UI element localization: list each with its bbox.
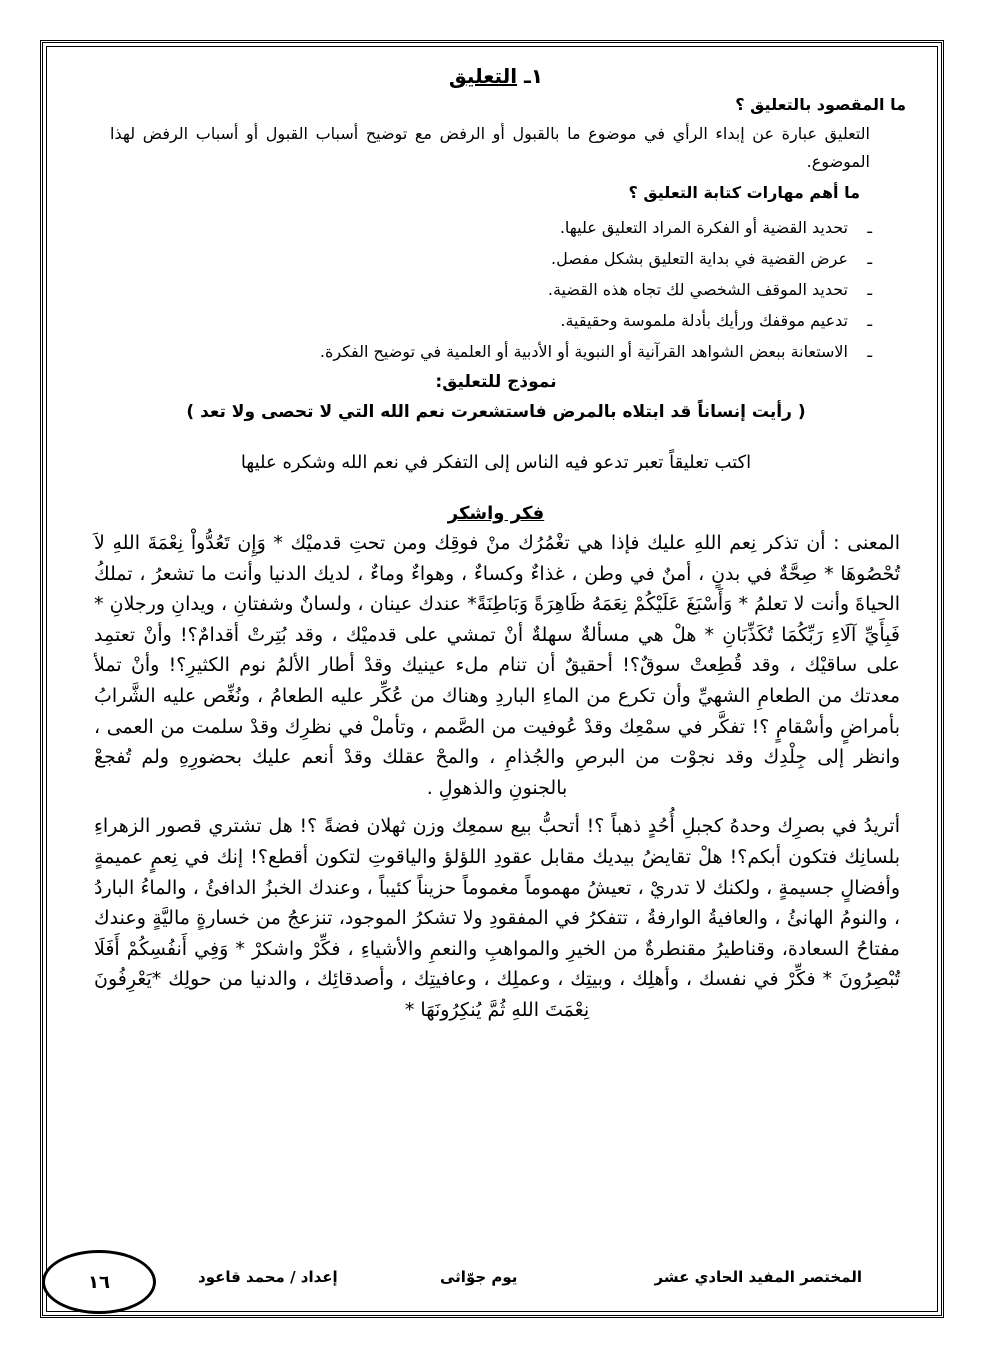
model-heading: نموذج للتعليق: (435, 372, 557, 392)
essay-paragraph-1: المعنى : أن تذكر نِعم اللهِ عليك فإذا هي تغْمُرُك منْ فوقِك ومن تحتِ قدميْك * وَإِن تَعُدُّواْ نِعْمَةَ اللهِ لاَ تُحْصُوهَا * صِحَّةٌ في بدنٍ ، أمنٌ في وطن ، غذاءٌ وكساءٌ ، وهواءٌ وماءٌ ، لديك الدنيا وأنت ما تشعرُ ، تملكُ الحياةَ وأنت لا تعلمُ * وَأَسْبَغَ عَلَيْكُمْ نِعَمَهُ ظَاهِرَةً وَبَاطِنَةً* عندك عينان ، ولسانٌ وشفتانِ ، ويدانِ ورجلانِ * فَبِأَيِّ آلَاءِ رَبِّكُمَا تُكَذِّبَانِ * هلْ هي مسألةٌ سهلةٌ أنْ تمشي على قدميْك ، وقد بُتِرتْ أقدامٌ؟! وأنْ تعتمِد على ساقيْك ، وقد قُطِعتْ سوقٌ؟! أحقيقٌ أن تنام ملء عينيك وقدْ أطار الألمُ نوم الكثيرِ؟! وأنْ تملأ معدتك من الطعامِ الشهيِّ وأن تكرع من الماءِ الباردِ وهناك من عُكِّر عليه الطعامُ ، ونُغِّص عليه الشَّرابُ بأمراضٍ وأسْقامٍ ؟! تفكَّر في سمْعِك وقدْ عُوفيت من الصَّمم ، وتأملْ في نظرِك وقدْ سلمت من العمى ، وانظر إلى جِلْدِك وقد نجوْت من البرصِ والجُذامِ ، والمحْ عقلك وقدْ أنعم عليك بحضورِهِ ولم تُفجعْ بالجنونِ والذهولِ . (94, 532, 900, 799)
list-item: ـ عرض القضية في بداية التعليق بشكل مفصل. (320, 243, 870, 274)
bullet-dash: ـ (867, 311, 872, 330)
section-title: التعليق (448, 64, 518, 88)
definition-answer: التعليق عبارة عن إبداء الرأي في موضوع ما بالقبول أو الرفض مع توضيح أسباب القبول أو أسباب الرفض لهذا الموضوع. (110, 124, 870, 171)
bullet-dash: ـ (867, 249, 872, 268)
section-heading (0, 64, 992, 88)
section-number: ١ـ (524, 64, 544, 88)
page-number-badge (42, 1250, 156, 1314)
list-item: ـ الاستعانة ببعض الشواهد القرآنية أو النبوية أو الأدبية أو العلمية في توضيح الفكرة. (320, 336, 870, 367)
list-item: ـ تحديد الموقف الشخصي لك تجاه هذه القضية. (320, 274, 870, 305)
essay-title: فكر واشكر (447, 503, 545, 524)
list-item: ـ تدعيم موقفك ورأيك بأدلة ملموسة وحقيقية. (320, 305, 870, 336)
writing-task: اكتب تعليقاً تعبر تدعو فيه الناس إلى التفكر في نعم الله وشكره عليها (240, 452, 752, 473)
footer-book-title: المختصر المفيد الحادي عشر (654, 1268, 862, 1286)
skills-list (320, 212, 870, 367)
bullet-dash: ـ (867, 218, 872, 237)
essay-body (94, 528, 900, 1026)
bullet-dash: ـ (867, 280, 872, 299)
list-item: ـ تحديد القضية أو الفكرة المراد التعليق عليها. (320, 212, 870, 243)
model-quote: ( رأيت إنساناً قد ابتلاه بالمرض فاستشعرت نعم الله التي لا تحصى ولا تعد ) (186, 402, 806, 422)
definition-question: ما المقصود بالتعليق ؟ (735, 95, 906, 114)
skills-question: ما أهم مهارات كتابة التعليق ؟ (628, 183, 860, 202)
essay-paragraph-2: أتريدُ في بصرِك وحدهُ كجبلِ أُحُدٍ ذهباً ؟! أتحبُّ بيع سمعِك وزن ثهلان فضةً ؟! هل تشتري قصور الزهراءِ بلسانِك فتكون أبكم؟! هلْ تقايضُ بيديك مقابل عقودِ اللؤلؤ والياقوتِ لتكون أقطع؟! إنك في نِعمٍ عميمةٍ وأفضالٍ جسيمةٍ ، ولكنك لا تدريْ ، تعيشُ مهموماً مغموماً حزيناً كئيباً ، وعندك الخبزُ الدافئُ ، والماءُ الباردُ ، والنومُ الهانئُ ، والعافيةُ الوارفةُ ، تتفكرُ في المفقودِ ولا تشكرُ الموجود، تنزعجُ من خسارةٍ ماليَّةٍ وعندك مفتاحُ السعادة، وقناطيرُ مقنطرةٌ من الخيرِ والمواهبِ والنعمِ والأشياءِ ، فكِّرْ واشكرْ * وَفِي أَنفُسِكُمْ أَفَلَا تُبْصِرُونَ * فكِّرْ في نفسك ، وأهلِك ، وبيتِك ، وعملِك ، وعافيتِك ، وأصدقائِك ، والدنيا من حولِك *يَعْرِفُونَ نِعْمَتَ اللهِ ثُمَّ يُنكِرُونَهَا * (94, 815, 900, 1021)
footer-day: يوم جوّاثى (440, 1268, 518, 1286)
footer-author: إعداد / محمد قاعود (198, 1268, 338, 1286)
bullet-dash: ـ (867, 342, 872, 361)
page-number: ١٦ (88, 1271, 110, 1293)
